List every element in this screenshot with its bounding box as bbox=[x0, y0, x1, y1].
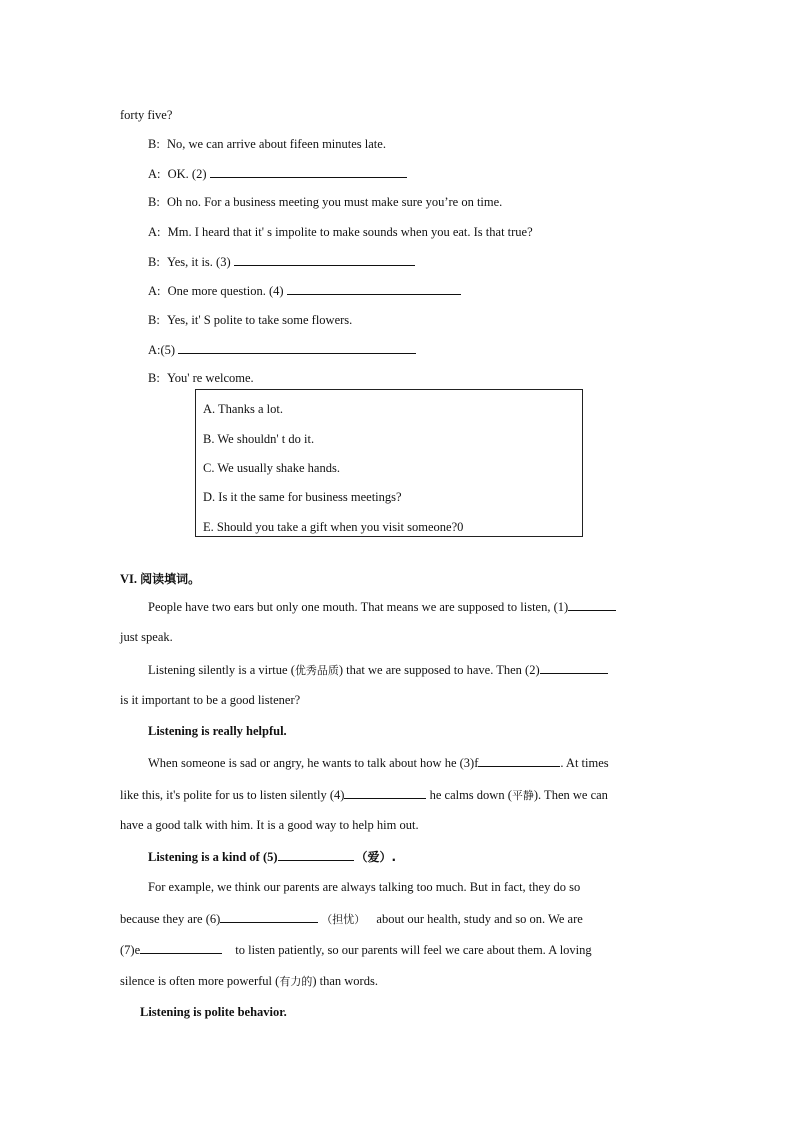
passage-text: just speak. bbox=[120, 630, 173, 644]
passage-line bbox=[120, 817, 419, 833]
dialogue-text: One more question. (4) bbox=[167, 284, 284, 298]
speaker-label: B: bbox=[148, 255, 160, 269]
passage-text: have a good talk with him. It is a good way to help him out. bbox=[120, 818, 419, 832]
dialogue-line bbox=[148, 224, 533, 240]
passage-text: ) that we are supposed to have. Then (2) bbox=[338, 663, 540, 677]
passage-text: ). Then we can bbox=[533, 788, 608, 802]
passage-line bbox=[148, 754, 609, 771]
answer-blank-p6[interactable] bbox=[220, 910, 318, 923]
passage-cjk-gloss: 平静 bbox=[511, 789, 534, 802]
answer-blank-4[interactable] bbox=[287, 282, 461, 295]
speaker-label: A: bbox=[148, 167, 161, 181]
answer-blank-p5[interactable] bbox=[278, 848, 354, 861]
subheading-text: Listening is really helpful. bbox=[148, 724, 287, 738]
passage-line bbox=[120, 692, 300, 708]
dialogue-text: No, we can arrive about fifeen minutes late. bbox=[166, 137, 386, 151]
section-title: 阅读填词。 bbox=[140, 572, 201, 586]
speaker-label: B: bbox=[148, 313, 160, 327]
passage-line bbox=[148, 598, 616, 615]
passage-cjk-gloss: 优秀品质 bbox=[294, 664, 339, 677]
answer-blank-3[interactable] bbox=[234, 253, 415, 266]
answer-blank-p4[interactable] bbox=[344, 786, 426, 799]
answer-blank-p3[interactable] bbox=[478, 754, 560, 767]
dialogue-line bbox=[148, 341, 416, 358]
option-d: D. Is it the same for business meetings? bbox=[203, 490, 402, 504]
answer-blank-2[interactable] bbox=[210, 165, 407, 178]
dialogue-text: You' re welcome. bbox=[166, 371, 254, 385]
dialogue-line bbox=[148, 136, 386, 152]
dialogue-text: Yes, it' S polite to take some flowers. bbox=[166, 313, 353, 327]
dialogue-text: Mm. I heard that it' s impolite to make sounds when you eat. Is that true? bbox=[167, 225, 533, 239]
subheading-text: Listening is polite behavior. bbox=[140, 1005, 287, 1019]
passage-line bbox=[148, 661, 608, 679]
passage-cjk-gloss: 有力的 bbox=[279, 975, 313, 988]
dialogue-text: Yes, it is. (3) bbox=[166, 255, 231, 269]
passage-line bbox=[120, 941, 592, 958]
passage-line bbox=[120, 629, 173, 645]
dialogue-text: forty five? bbox=[120, 108, 173, 122]
passage-text: silence is often more powerful ( bbox=[120, 974, 280, 988]
dialogue-line bbox=[148, 282, 461, 299]
subheading-cjk-gloss: （爱）. bbox=[355, 850, 397, 864]
dialogue-line bbox=[148, 165, 407, 182]
passage-text: (7)e bbox=[120, 943, 141, 957]
passage-text: is it important to be a good listener? bbox=[120, 693, 301, 707]
options-box bbox=[195, 389, 583, 537]
speaker-label: B: bbox=[148, 195, 160, 209]
passage-text: about our health, study and so on. We are bbox=[376, 912, 583, 926]
passage-text: People have two ears but only one mouth. That means we are supposed to listen, (1) bbox=[148, 600, 569, 614]
answer-blank-p2[interactable] bbox=[540, 661, 608, 674]
dialogue-line bbox=[120, 107, 172, 123]
passage-subheading bbox=[140, 1004, 287, 1020]
passage-text: For example, we think our parents are always talking too much. But in fact, they do so bbox=[148, 880, 581, 894]
passage-text: . At times bbox=[560, 756, 609, 770]
section-number: VI. bbox=[120, 572, 138, 586]
speaker-label: B: bbox=[148, 137, 160, 151]
answer-blank-p7[interactable] bbox=[140, 941, 222, 954]
speaker-label: A: bbox=[148, 284, 161, 298]
answer-blank-p1[interactable] bbox=[568, 598, 616, 611]
speaker-label: A: bbox=[148, 343, 161, 357]
passage-text: he calms down ( bbox=[429, 788, 512, 802]
passage-subheading bbox=[148, 723, 287, 739]
passage-text: to listen patiently, so our parents will feel we care about them. A loving bbox=[235, 943, 592, 957]
option-b: B. We shouldn' t do it. bbox=[203, 432, 315, 446]
passage-line bbox=[120, 786, 608, 804]
passage-text: ) than words. bbox=[312, 974, 378, 988]
dialogue-line bbox=[148, 370, 254, 386]
passage-text: Listening silently is a virtue ( bbox=[148, 663, 295, 677]
passage-line bbox=[120, 973, 378, 990]
passage-line bbox=[148, 879, 580, 895]
answer-blank-5[interactable] bbox=[178, 341, 416, 354]
speaker-label: A: bbox=[148, 225, 161, 239]
passage-subheading bbox=[148, 848, 396, 865]
passage-cjk-gloss: （担忧） bbox=[321, 913, 366, 926]
dialogue-text: (5) bbox=[160, 343, 176, 357]
dialogue-line bbox=[148, 253, 415, 270]
passage-line bbox=[120, 910, 583, 928]
passage-text: because they are (6) bbox=[120, 912, 221, 926]
option-e: E. Should you take a gift when you visit someone?0 bbox=[203, 520, 464, 534]
subheading-text: Listening is a kind of (5) bbox=[148, 850, 278, 864]
dialogue-line bbox=[148, 312, 352, 328]
speaker-label: B: bbox=[148, 371, 160, 385]
dialogue-line bbox=[148, 194, 502, 210]
passage-text: like this, it's polite for us to listen silently (4) bbox=[120, 788, 345, 802]
option-c: C. We usually shake hands. bbox=[203, 461, 340, 475]
dialogue-text: Oh no. For a business meeting you must make sure you’re on time. bbox=[166, 195, 503, 209]
dialogue-text: OK. (2) bbox=[167, 167, 207, 181]
passage-text: When someone is sad or angry, he wants to talk about how he (3)f bbox=[148, 756, 479, 770]
option-a: A. Thanks a lot. bbox=[203, 402, 283, 416]
section-heading bbox=[120, 571, 200, 587]
